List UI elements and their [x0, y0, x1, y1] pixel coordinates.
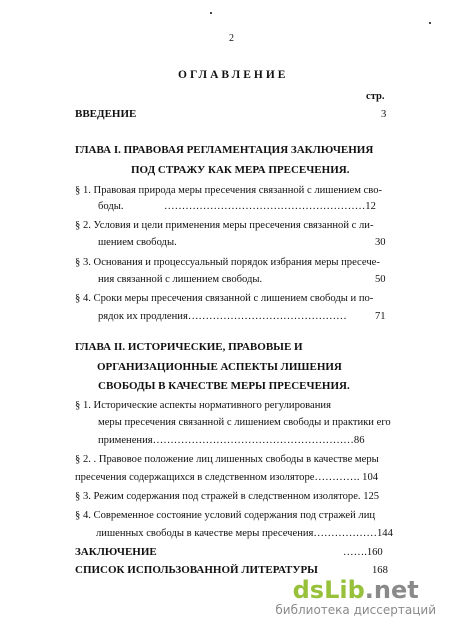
chapter2-heading: СВОБОДЫ В КАЧЕСТВЕ МЕРЫ ПРЕСЕЧЕНИЯ. — [98, 380, 350, 392]
chapter1-heading: ПОД СТРАЖУ КАК МЕРА ПРЕСЕЧЕНИЯ. — [131, 164, 350, 176]
page-column-label: стр. — [366, 91, 385, 102]
dslib-logo-text: dsLib — [292, 576, 365, 604]
scan-speck — [429, 22, 431, 24]
toc-entry: § 2. . Правовое положение лиц лишенных свободы в качестве меры — [75, 454, 379, 465]
dslib-watermark — [275, 577, 436, 617]
toc-entry-leader: …………………………………………………12 — [164, 201, 376, 212]
toc-entry: шением свободы. — [98, 237, 177, 248]
toc-entry: § 1. Правовая природа меры пресечения связанной с лишением сво- — [75, 185, 383, 196]
toc-entry: ния связанной с лишением свободы. — [98, 274, 263, 285]
bibliography-page: 168 — [372, 565, 388, 576]
toc-entry: § 3. Основания и процессуальный порядок избрания меры пресече- — [75, 257, 380, 268]
toc-entry-page: 71 — [375, 311, 386, 322]
conclusion-label: ЗАКЛЮЧЕНИЕ — [75, 546, 157, 558]
toc-entry: лишенных свободы в качестве меры пресечения………………144 — [96, 528, 393, 539]
page-number: 2 — [229, 33, 234, 44]
chapter2-heading: ОРГАНИЗАЦИОННЫЕ АСПЕКТЫ ЛИШЕНИЯ — [97, 361, 342, 373]
toc-title: ОГЛАВЛЕНИЕ — [178, 69, 289, 81]
toc-entry: пресечения содержащихся в следственном изоляторе…………. 104 — [75, 472, 379, 483]
conclusion-page: …….160 — [343, 547, 383, 558]
toc-entry: меры пресечения связанной с лишением свободы и практики его — [98, 417, 391, 428]
dslib-subtitle: библиотека диссертаций — [275, 603, 436, 617]
toc-entry: применения…………………………………………………86 — [98, 435, 365, 446]
intro-label: ВВЕДЕНИЕ — [75, 108, 137, 120]
toc-entry: § 4. Сроки меры пресечения связанной с лишением свободы и по- — [75, 293, 374, 304]
toc-entry: § 1. Исторические аспекты нормативного регулирования — [75, 400, 331, 411]
toc-entry: рядок их продления……………………………………… — [98, 311, 347, 322]
toc-entry: § 4. Современное состояние условий содержания под стражей лиц — [75, 510, 376, 521]
toc-entry-page: 50 — [375, 274, 386, 285]
dslib-logo — [275, 577, 436, 603]
chapter2-heading: ГЛАВА II. ИСТОРИЧЕСКИЕ, ПРАВОВЫЕ И — [75, 341, 303, 353]
intro-page: 3 — [381, 109, 387, 120]
toc-entry: боды. — [98, 201, 124, 212]
bibliography-label: СПИСОК ИСПОЛЬЗОВАННОЙ ЛИТЕРАТУРЫ — [75, 564, 318, 576]
toc-entry: § 2. Условия и цели применения меры пресечения связанной с ли- — [75, 220, 374, 231]
toc-entry-page: 30 — [375, 237, 386, 248]
scan-speck — [210, 12, 212, 14]
chapter1-heading: ГЛАВА I. ПРАВОВАЯ РЕГЛАМЕНТАЦИЯ ЗАКЛЮЧЕНИЯ — [75, 144, 374, 156]
dslib-logo-domain: .net — [364, 576, 419, 604]
toc-entry: § 3. Режим содержания под стражей в следственном изоляторе. 125 — [75, 491, 380, 502]
